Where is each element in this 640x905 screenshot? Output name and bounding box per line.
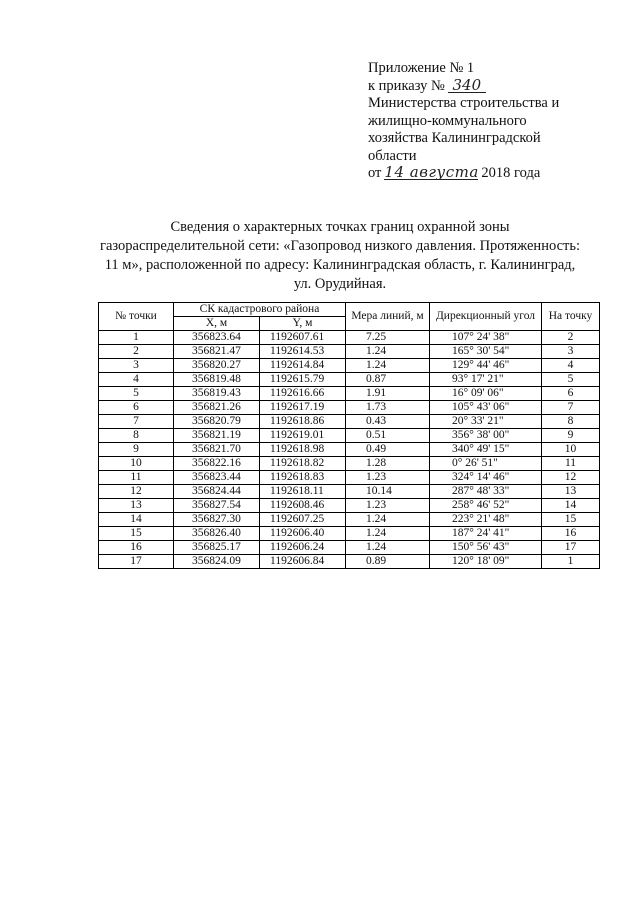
cell-length: 0.43 — [346, 415, 430, 429]
cell-point: 15 — [99, 527, 174, 541]
header-sk: СК кадастрового района — [174, 303, 346, 317]
table-row — [99, 443, 600, 457]
table-row — [99, 415, 600, 429]
cell-length: 7.25 — [346, 331, 430, 345]
cell-length: 0.87 — [346, 373, 430, 387]
header-length: Мера линий, м — [346, 303, 430, 331]
table-row — [99, 499, 600, 513]
cell-angle: 150° 56' 43" — [430, 541, 542, 555]
heading-line-2: газораспределительной сети: «Газопровод низкого давления. Протяженность: — [100, 238, 580, 254]
cell-point: 7 — [99, 415, 174, 429]
cell-angle: 0° 26' 51" — [430, 457, 542, 471]
cell-angle: 165° 30' 54" — [430, 345, 542, 359]
cell-y: 1192607.61 — [260, 331, 346, 345]
table-row — [99, 401, 600, 415]
header-x: X, м — [174, 317, 260, 331]
cell-y: 1192618.82 — [260, 457, 346, 471]
cell-to-point: 5 — [542, 373, 600, 387]
cell-point: 1 — [99, 331, 174, 345]
cell-y: 1192619.01 — [260, 429, 346, 443]
table-row — [99, 485, 600, 499]
cell-to-point: 12 — [542, 471, 600, 485]
cell-y: 1192618.11 — [260, 485, 346, 499]
cell-length: 10.14 — [346, 485, 430, 499]
cell-point: 12 — [99, 485, 174, 499]
cell-x: 356820.79 — [174, 415, 260, 429]
cell-x: 356819.43 — [174, 387, 260, 401]
cell-length: 1.24 — [346, 541, 430, 555]
cell-point: 10 — [99, 457, 174, 471]
cell-angle: 258° 46' 52" — [430, 499, 542, 513]
cell-angle: 129° 44' 46" — [430, 359, 542, 373]
cell-point: 14 — [99, 513, 174, 527]
cell-y: 1192618.86 — [260, 415, 346, 429]
heading-line-3: 11 м», расположенной по адресу: Калининградская область, г. Калининград, — [104, 257, 576, 273]
cell-to-point: 9 — [542, 429, 600, 443]
cell-y: 1192614.53 — [260, 345, 346, 359]
cell-point: 3 — [99, 359, 174, 373]
cell-to-point: 15 — [542, 513, 600, 527]
cell-to-point: 11 — [542, 457, 600, 471]
cell-x: 356827.54 — [174, 499, 260, 513]
header-point: № точки — [99, 303, 174, 331]
cell-y: 1192617.19 — [260, 401, 346, 415]
table-row — [99, 373, 600, 387]
header-angle: Дирекционный угол — [430, 303, 542, 331]
appendix-ministry-line-2: жилищно-коммунального — [368, 112, 527, 129]
heading-line-4: ул. Орудийная. — [293, 276, 387, 292]
cell-point: 13 — [99, 499, 174, 513]
order-number-line — [368, 75, 618, 96]
header-to-point: На точку — [542, 303, 600, 331]
cell-length: 1.28 — [346, 457, 430, 471]
cell-angle: 120° 18' 09" — [430, 555, 542, 569]
table-row — [99, 555, 600, 569]
appendix-block — [368, 60, 618, 183]
cell-x: 356824.44 — [174, 485, 260, 499]
document-heading — [80, 218, 600, 294]
cell-y: 1192606.40 — [260, 527, 346, 541]
cell-length: 1.24 — [346, 359, 430, 373]
table-row — [99, 345, 600, 359]
cell-to-point: 10 — [542, 443, 600, 457]
cell-angle: 16° 09' 06" — [430, 387, 542, 401]
cell-to-point: 4 — [542, 359, 600, 373]
cell-x: 356823.64 — [174, 331, 260, 345]
cell-point: 5 — [99, 387, 174, 401]
cell-to-point: 2 — [542, 331, 600, 345]
cell-to-point: 6 — [542, 387, 600, 401]
cell-to-point: 14 — [542, 499, 600, 513]
appendix-ministry-line-4: области — [368, 147, 417, 164]
cell-angle: 324° 14' 46" — [430, 471, 542, 485]
cell-to-point: 1 — [542, 555, 600, 569]
header-y: Y, м — [260, 317, 346, 331]
cell-angle: 107° 24' 38" — [430, 331, 542, 345]
cell-length: 1.24 — [346, 345, 430, 359]
cell-angle: 20° 33' 21" — [430, 415, 542, 429]
cell-y: 1192618.83 — [260, 471, 346, 485]
table-row — [99, 387, 600, 401]
cell-length: 1.73 — [346, 401, 430, 415]
cell-angle: 93° 17' 21" — [430, 373, 542, 387]
cell-x: 356826.40 — [174, 527, 260, 541]
cell-to-point: 7 — [542, 401, 600, 415]
cell-x: 356823.44 — [174, 471, 260, 485]
cell-point: 9 — [99, 443, 174, 457]
cell-y: 1192606.84 — [260, 555, 346, 569]
order-prefix: к приказу № — [368, 77, 445, 94]
cell-point: 4 — [99, 373, 174, 387]
cell-to-point: 17 — [542, 541, 600, 555]
appendix-title: Приложение № 1 — [368, 60, 475, 76]
cell-point: 17 — [99, 555, 174, 569]
cell-angle: 287° 48' 33" — [430, 485, 542, 499]
cell-to-point: 16 — [542, 527, 600, 541]
cell-length: 1.24 — [346, 527, 430, 541]
cell-length: 1.24 — [346, 513, 430, 527]
cell-x: 356825.17 — [174, 541, 260, 555]
cell-length: 0.49 — [346, 443, 430, 457]
cell-point: 6 — [99, 401, 174, 415]
cell-length: 1.23 — [346, 499, 430, 513]
date-prefix: от — [368, 165, 382, 181]
cell-x: 356824.09 — [174, 555, 260, 569]
cell-length: 1.23 — [346, 471, 430, 485]
appendix-ministry-line-1: Министерства строительства и — [368, 95, 560, 111]
cell-point: 2 — [99, 345, 174, 359]
table-row — [99, 331, 600, 345]
cell-angle: 223° 21' 48" — [430, 513, 542, 527]
date-handwritten: 14 августа — [384, 163, 479, 181]
heading-line-1: Сведения о характерных точках границ охранной зоны — [170, 219, 510, 235]
cell-to-point: 3 — [542, 345, 600, 359]
table-row — [99, 513, 600, 527]
cell-x: 356821.47 — [174, 345, 260, 359]
cell-point: 8 — [99, 429, 174, 443]
cell-length: 0.51 — [346, 429, 430, 443]
cell-y: 1192607.25 — [260, 513, 346, 527]
order-date-line — [368, 165, 618, 183]
cell-y: 1192616.66 — [260, 387, 346, 401]
cell-point: 16 — [99, 541, 174, 555]
cell-y: 1192615.79 — [260, 373, 346, 387]
cell-y: 1192608.46 — [260, 499, 346, 513]
cell-x: 356821.19 — [174, 429, 260, 443]
cell-point: 11 — [99, 471, 174, 485]
cell-angle: 187° 24' 41" — [430, 527, 542, 541]
cell-x: 356821.26 — [174, 401, 260, 415]
cell-x: 356827.30 — [174, 513, 260, 527]
appendix-ministry-line-3: хозяйства Калининградской — [368, 130, 541, 146]
table-row — [99, 457, 600, 471]
cell-x: 356820.27 — [174, 359, 260, 373]
table-body — [99, 331, 600, 569]
order-number-handwritten: 340 — [448, 78, 486, 93]
cell-x: 356822.16 — [174, 457, 260, 471]
cell-angle: 340° 49' 15" — [430, 443, 542, 457]
cell-angle: 105° 43' 06" — [430, 401, 542, 415]
boundary-points-table — [98, 302, 600, 569]
table-row — [99, 541, 600, 555]
cell-y: 1192614.84 — [260, 359, 346, 373]
cell-y: 1192618.98 — [260, 443, 346, 457]
cell-length: 0.89 — [346, 555, 430, 569]
cell-y: 1192606.24 — [260, 541, 346, 555]
date-suffix: 2018 года — [481, 165, 541, 181]
table-row — [99, 359, 600, 373]
cell-length: 1.91 — [346, 387, 430, 401]
cell-to-point: 8 — [542, 415, 600, 429]
table-row — [99, 429, 600, 443]
table-row — [99, 471, 600, 485]
table-row — [99, 527, 600, 541]
cell-angle: 356° 38' 00" — [430, 429, 542, 443]
cell-x: 356819.48 — [174, 373, 260, 387]
cell-to-point: 13 — [542, 485, 600, 499]
cell-x: 356821.70 — [174, 443, 260, 457]
